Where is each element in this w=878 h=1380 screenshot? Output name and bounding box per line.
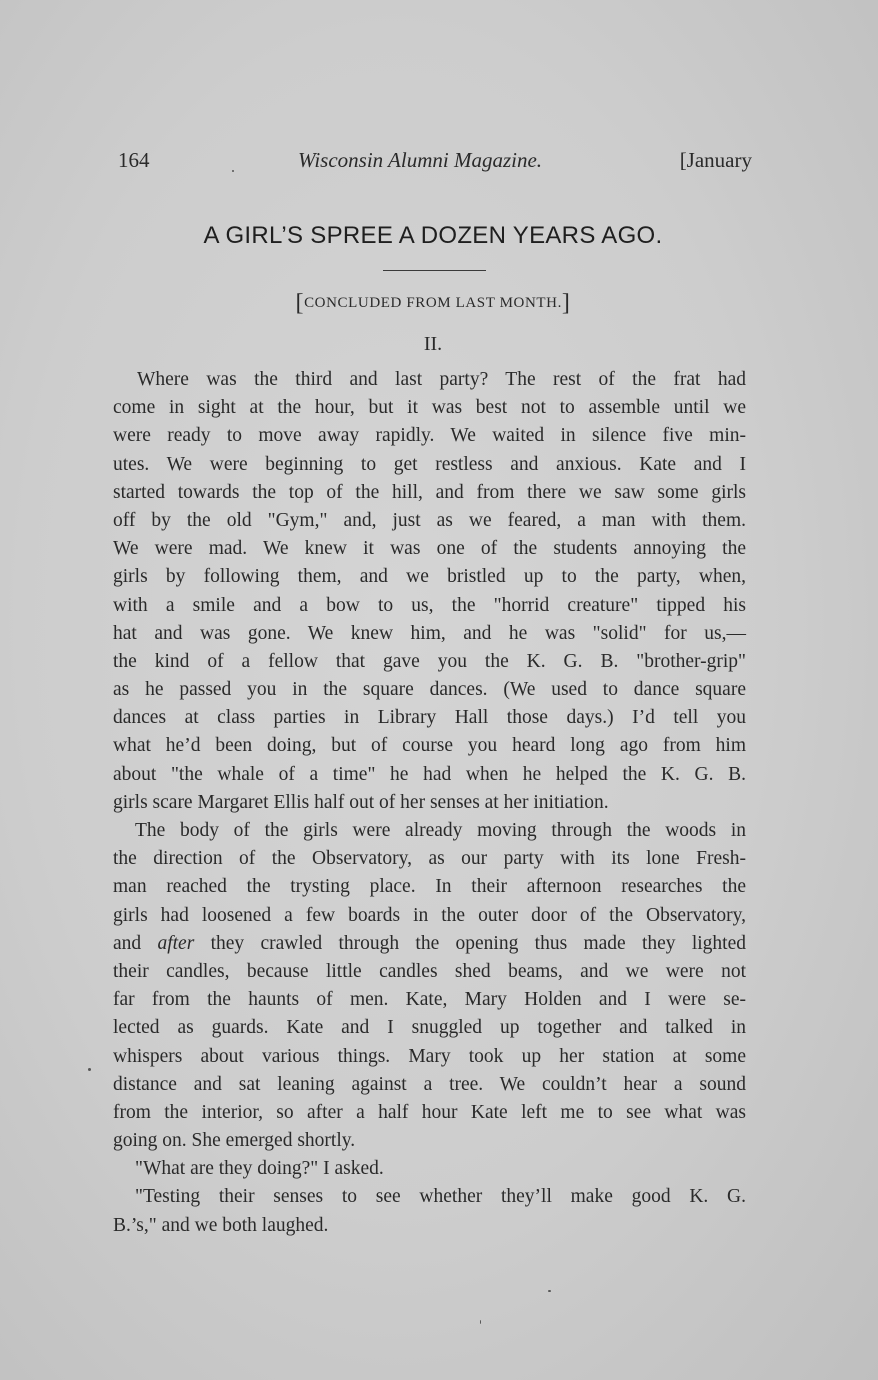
text-line: girls had loosened a few boards in the outer door of the Observatory, xyxy=(113,904,746,926)
emphasized-word: after xyxy=(157,932,195,954)
text-line: dances at class parties in Library Hall those days.) I’d tell you xyxy=(113,707,746,729)
text-line: from the interior, so after a half hour Kate left me to see what was xyxy=(113,1101,746,1123)
continuation-note-text: CONCLUDED FROM LAST MONTH. xyxy=(304,295,562,311)
title-rule xyxy=(383,270,486,271)
text-line: as he passed you in the square dances. (We used to dance square xyxy=(113,679,746,701)
paragraph-4 xyxy=(113,1183,746,1239)
paragraph-1 xyxy=(113,366,746,817)
paragraph-3 xyxy=(113,1155,746,1183)
open-bracket: [ xyxy=(295,290,305,316)
text-line: lected as guards. Kate and I snuggled up together and talked in xyxy=(113,1017,746,1039)
running-head xyxy=(118,148,752,178)
text-line: off by the old "Gym," and, just as we feared, a man with them. xyxy=(113,509,746,531)
text-line: going on. She emerged shortly. xyxy=(113,1130,356,1152)
continuation-note xyxy=(0,290,866,317)
article-body xyxy=(113,366,746,1240)
text-run: they crawled through the opening thus made they lighted xyxy=(194,932,746,954)
article-title: A GIRL’S SPREE A DOZEN YEARS AGO. xyxy=(203,222,663,249)
page-number: 164 xyxy=(118,148,150,172)
text-line: with a smile and a bow to us, the "horrid creature" tipped his xyxy=(113,594,746,616)
text-line: were ready to move away rapidly. We waited in silence five min- xyxy=(113,425,746,447)
text-line xyxy=(113,930,746,958)
close-bracket: ] xyxy=(561,290,571,316)
text-line: far from the haunts of men. Kate, Mary Holden and I were se- xyxy=(113,989,746,1011)
text-line: man reached the trysting place. In their afternoon researches the xyxy=(113,876,746,898)
paper-speck xyxy=(88,1068,91,1071)
text-line: about "the whale of a time" he had when he helped the K. G. B. xyxy=(113,763,746,785)
text-line: girls scare Margaret Ellis half out of her senses at her initiation. xyxy=(113,791,609,813)
paper-speck xyxy=(232,170,234,172)
text-line: the kind of a fellow that gave you the K. G. B. "brother-grip" xyxy=(113,650,746,672)
text-line: utes. We were beginning to get restless and anxious. Kate and I xyxy=(113,453,746,475)
issue-month: [January xyxy=(679,148,752,172)
text-line: whispers about various things. Mary took up her station at some xyxy=(113,1045,746,1067)
text-line: what he’d been doing, but of course you heard long ago from him xyxy=(113,735,746,757)
text-line: distance and sat leaning against a tree. We couldn’t hear a sound xyxy=(113,1073,746,1095)
text-line: "Testing their senses to see whether they’ll make good K. G. xyxy=(135,1186,746,1208)
text-line: hat and was gone. We knew him, and he was "solid" for us,— xyxy=(113,622,746,644)
text-line: We were mad. We knew it was one of the students annoying the xyxy=(113,538,746,560)
text-line: the direction of the Observatory, as our party with its lone Fresh- xyxy=(113,848,746,870)
paper-speck xyxy=(480,1320,481,1324)
text-line: The body of the girls were already moving through the woods in xyxy=(135,820,746,841)
journal-title: Wisconsin Alumni Magazine. xyxy=(298,148,543,172)
text-line: started towards the top of the hill, and from there we saw some girls xyxy=(113,481,746,503)
text-line: girls by following them, and we bristled up to the party, when, xyxy=(113,566,746,588)
paragraph-2 xyxy=(113,817,746,1155)
text-line: Where was the third and last party? The rest of the frat had xyxy=(137,369,746,390)
text-run: and xyxy=(113,932,158,954)
text-line: their candles, because little candles shed beams, and we were not xyxy=(113,960,746,982)
text-line: come in sight at the hour, but it was best not to assemble until we xyxy=(113,397,746,419)
text-line: B.’s," and we both laughed. xyxy=(113,1214,329,1236)
part-number: II. xyxy=(423,333,443,355)
paper-speck xyxy=(548,1290,551,1292)
text-line: "What are they doing?" I asked. xyxy=(135,1158,384,1180)
